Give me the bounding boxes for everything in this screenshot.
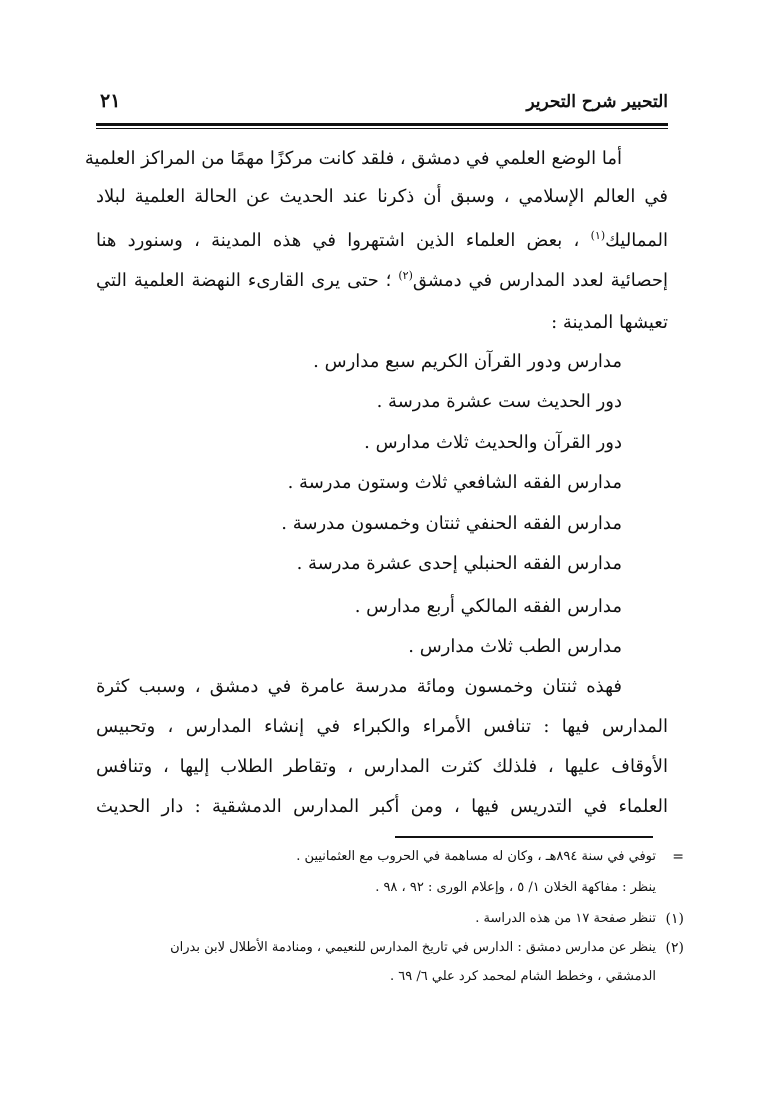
footnote-line (96, 847, 684, 867)
running-title: التحبير شرح التحرير (526, 92, 668, 112)
footnote-number: (١) (665, 911, 684, 927)
paragraph-text: إحصائية لعدد المدارس في دمشق (412, 270, 668, 291)
paragraph-line: أما الوضع العلمي في دمشق ، فلقد كانت مركزًا مهمًا من المراكز العلمية (84, 148, 622, 169)
paragraph-line (96, 228, 668, 254)
header-rule-thick (96, 123, 668, 126)
footnote-number: (٢) (665, 940, 684, 956)
footnote-ref: (١) (590, 229, 606, 242)
footnote-line: ينظر : مفاكهة الخلان ١/ ٥ ، وإعلام الورى : ٩٢ ، ٩٨ . (375, 880, 656, 895)
paragraph-text: ؛ حتى يرى القارىء النهضة العلمية التي (96, 270, 392, 291)
paragraph-text: ، بعض العلماء الذين اشتهروا في هذه المدينة ، وسنورد هنا (96, 230, 580, 251)
list-item: مدارس الطب ثلاث مدارس . (408, 636, 622, 657)
header-rule-thin (96, 128, 668, 129)
list-item: مدارس الفقه الحنفي ثنتان وخمسون مدرسة . (281, 513, 622, 534)
footnote-2 (96, 938, 684, 958)
footnote-separator (395, 836, 653, 838)
paragraph-line: تعيشها المدينة : (551, 312, 668, 333)
footnote-ref: (٢) (398, 269, 413, 282)
footnote-1 (96, 909, 684, 929)
continuation-mark: = (672, 849, 684, 865)
list-item: مدارس الفقه المالكي أربع مدارس . (354, 596, 622, 617)
footnote-text: ينظر عن مدارس دمشق : الدارس في تاريخ المدارس للنعيمي ، ومنادمة الأطلال لابن بدران (170, 940, 656, 955)
footnote-text: توفي في سنة ٨٩٤هـ ، وكان له مساهمة في الحروب مع العثمانيين . (296, 849, 656, 864)
list-item: مدارس الفقه الحنبلي إحدى عشرة مدرسة . (296, 553, 622, 574)
paragraph-line (96, 268, 668, 294)
paragraph-line: العلماء في التدريس فيها ، ومن أكبر المدارس الدمشقية : دار الحديث (96, 796, 668, 817)
list-item: مدارس الفقه الشافعي ثلاث وستون مدرسة . (287, 472, 622, 493)
list-item: دور الحديث ست عشرة مدرسة . (376, 391, 622, 412)
page-header (96, 88, 668, 122)
list-item: دور القرآن والحديث ثلاث مدارس . (364, 432, 622, 453)
paragraph-line: المدارس فيها : تنافس الأمراء والكبراء في إنشاء المدارس ، وتحبيس (96, 716, 668, 737)
paragraph-line: فهذه ثنتان وخمسون ومائة مدرسة عامرة في دمشق ، وسبب كثرة (96, 676, 622, 697)
list-item: مدارس ودور القرآن الكريم سبع مدارس . (313, 351, 622, 372)
paragraph-line: الأوقاف عليها ، فلذلك كثرت المدارس ، وتقاطر الطلاب إليها ، وتنافس (96, 756, 668, 777)
page-number: ٢١ (100, 90, 121, 112)
paragraph-text: المماليك (605, 230, 668, 251)
paragraph-line: في العالم الإسلامي ، وسبق أن ذكرنا عند الحديث عن الحالة العلمية لبلاد (96, 186, 668, 207)
footnote-line: الدمشقي ، وخطط الشام لمحمد كرد علي ٦/ ٦٩ . (390, 969, 656, 984)
footnote-text: تنظر صفحة ١٧ من هذه الدراسة . (475, 911, 656, 926)
